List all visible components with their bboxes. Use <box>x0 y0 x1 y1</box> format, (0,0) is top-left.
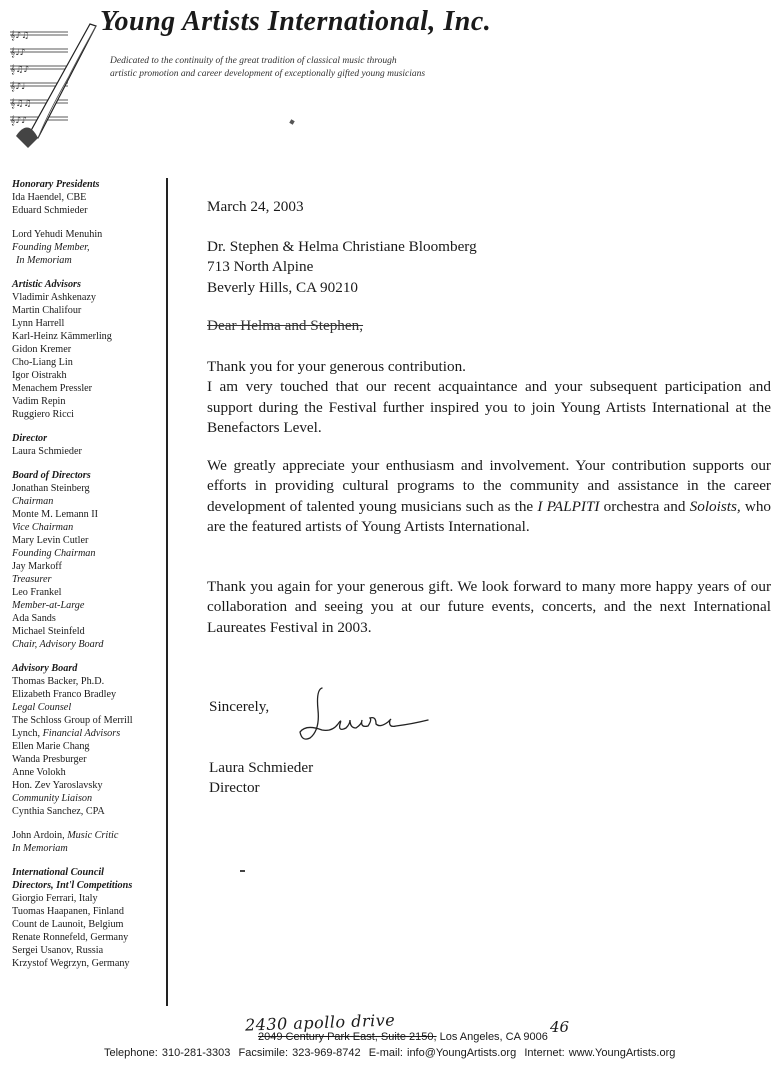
tagline-line-2: artistic promotion and career development of exceptionally gifted young musicians <box>110 68 426 79</box>
footer-address <box>258 1031 548 1043</box>
roster-heading: Director <box>12 433 48 444</box>
footer-internet: Internet: www.YoungArtists.org <box>524 1047 676 1059</box>
roster-section <box>12 228 164 267</box>
roster-line: Sergei Usanov, Russia <box>12 945 104 956</box>
paragraph-1-lead: Thank you for your generous contribution. <box>207 358 466 375</box>
roster-line: Vice Chairman <box>12 522 74 533</box>
roster-line: Chair, Advisory Board <box>12 639 104 650</box>
roster-line: Count de Launoit, Belgium <box>12 919 124 930</box>
roster-line: Member-at-Large <box>12 600 85 611</box>
roster-line: Directors, Int'l Competitions <box>12 880 133 891</box>
roster-line: Cynthia Sanchez, CPA <box>12 806 105 817</box>
roster-line: Lynn Harrell <box>12 318 65 329</box>
roster-line: Thomas Backer, Ph.D. <box>12 676 105 687</box>
roster-line: John Ardoin, Music Critic <box>12 830 119 841</box>
recipient-address <box>207 237 477 298</box>
roster-section <box>12 662 164 818</box>
roster-line: Krzystof Wegrzyn, Germany <box>12 958 130 969</box>
roster-line: Founding Chairman <box>12 548 96 559</box>
roster-line: Cho-Liang Lin <box>12 357 73 368</box>
roster-line: Mary Levin Cutler <box>12 535 89 546</box>
footer-telephone: Telephone: 310-281-3303 <box>104 1047 231 1059</box>
salutation: Dear Helma and Stephen, <box>207 317 364 334</box>
footer-city: Los Angeles, CA 9006 <box>439 1031 548 1043</box>
roster-line: Laura Schmieder <box>12 446 82 457</box>
footer-contact <box>104 1047 675 1059</box>
roster-line: Gidon Kremer <box>12 344 72 355</box>
roster-heading: Board of Directors <box>12 470 91 481</box>
roster-line: Lynch, Financial Advisors <box>12 728 121 739</box>
roster-heading: Honorary Presidents <box>12 179 100 190</box>
roster-line: Ruggiero Ricci <box>12 409 74 420</box>
svg-text:𝄞♫♫: 𝄞♫♫ <box>10 99 32 109</box>
roster-line: Karl-Heinz Kämmerling <box>12 331 112 342</box>
roster-line: Igor Oistrakh <box>12 370 67 381</box>
soloists-name: Soloists, <box>689 497 741 515</box>
roster-line: Menachem Pressler <box>12 383 93 394</box>
sidebar-divider <box>166 178 168 1006</box>
roster-heading: Advisory Board <box>12 663 78 674</box>
roster-line: Lord Yehudi Menuhin <box>12 229 103 240</box>
roster-line: Vadim Repin <box>12 396 66 407</box>
roster-line: Legal Counsel <box>12 702 72 713</box>
roster-line: The Schloss Group of Merrill <box>12 715 133 726</box>
letter-date: March 24, 2003 <box>207 198 304 215</box>
roster-line: Anne Volokh <box>12 767 66 778</box>
roster-line: Hon. Zev Yaroslavsky <box>12 780 103 791</box>
roster-line: Leo Frankel <box>12 587 62 598</box>
svg-text:𝄞♪♪: 𝄞♪♪ <box>10 116 27 126</box>
paragraph-1 <box>207 357 771 438</box>
handwritten-address: 2430 apollo drive <box>244 1010 396 1035</box>
paragraph-1-body: I am very touched that our recent acquaintance and your subsequent participation and support during the Festival further inspired you to join Young Artists International at the Benefactors Level. <box>207 378 771 436</box>
roster-line: Ada Sands <box>12 613 56 624</box>
paragraph-3: Thank you again for your generous gift. We look forward to many more happy years of our collaboration and seeing you at our future events, concerts, and the next International Laureates Festival in 2003. <box>207 578 771 636</box>
roster-heading: International Council <box>12 867 105 878</box>
roster-heading: Artistic Advisors <box>12 279 81 290</box>
roster-line: Vladimir Ashkenazy <box>12 292 97 303</box>
roster-line: Wanda Presburger <box>12 754 87 765</box>
recipient-street: 713 North Alpine <box>207 258 314 276</box>
orchestra-name: I PALPITI <box>537 497 600 515</box>
tagline-line-1: Dedicated to the continuity of the great tradition of classical music through <box>110 56 397 66</box>
roster-line: Eduard Schmieder <box>12 205 88 216</box>
roster-line: In Memoriam <box>12 843 68 854</box>
svg-text:𝄞♪♫: 𝄞♪♫ <box>10 31 30 41</box>
recipient-name: Dr. Stephen & Helma Christiane Bloomberg <box>207 238 477 255</box>
roster-line: Founding Member, <box>12 242 90 253</box>
footer-email: E-mail: info@YoungArtists.org <box>368 1047 517 1059</box>
stray-tick <box>240 870 245 872</box>
svg-text:𝄞♩♪: 𝄞♩♪ <box>10 48 26 58</box>
signer-name: Laura Schmieder <box>209 759 314 776</box>
roster-line: Giorgio Ferrari, Italy <box>12 893 98 904</box>
roster-line: Community Liaison <box>12 793 93 804</box>
roster-section <box>12 469 164 651</box>
roster-line: Elizabeth Franco Bradley <box>12 689 117 700</box>
stray-mark <box>289 119 294 124</box>
roster-line: Jay Markoff <box>12 561 62 572</box>
roster-section <box>12 432 164 458</box>
roster-line: Tuomas Haapanen, Finland <box>12 906 124 917</box>
closing: Sincerely, <box>209 698 270 715</box>
svg-text:𝄞♪♩: 𝄞♪♩ <box>10 82 26 92</box>
roster-section <box>12 829 164 855</box>
paragraph-2 <box>207 456 771 537</box>
organization-tagline <box>110 55 510 80</box>
recipient-city: Beverly Hills, CA 90210 <box>207 278 359 296</box>
roster-line: In Memoriam <box>16 255 72 266</box>
roster-line: Jonathan Steinberg <box>12 483 90 494</box>
signer-title: Director <box>209 779 260 796</box>
handwritten-signature <box>292 680 432 750</box>
organization-name: Young Artists International, Inc. <box>100 6 492 37</box>
struck-address: 2049 Century Park East, Suite 2150, <box>258 1031 437 1043</box>
paragraph-2-start: We greatly appreciate your enthusiasm and involvement. Your contribution supports our efforts in providing cultural programs to the community and assistance in the career development of talented young musicians such as the <box>207 457 771 515</box>
roster-line: Chairman <box>12 496 54 507</box>
handwritten-number: 46 <box>550 1018 570 1036</box>
roster-section <box>12 278 164 421</box>
music-score-logo <box>8 18 98 158</box>
roster-line: Renate Ronnefeld, Germany <box>12 932 129 943</box>
paragraph-2-end: who are the featured artists of Young Artists International. <box>207 497 772 535</box>
board-roster-sidebar <box>12 178 164 981</box>
footer-facsimile: Facsimile: 323-969-8742 <box>238 1047 361 1059</box>
roster-line: Ellen Marie Chang <box>12 741 90 752</box>
svg-text:𝄞♫♪: 𝄞♫♪ <box>10 65 30 75</box>
roster-section <box>12 178 164 217</box>
roster-line: Monte M. Lemann II <box>12 509 99 520</box>
roster-section <box>12 866 164 970</box>
roster-line: Ida Haendel, CBE <box>12 192 87 203</box>
paragraph-2-mid: orchestra and <box>603 497 686 515</box>
roster-line: Treasurer <box>12 574 52 585</box>
roster-line: Martin Chalifour <box>12 305 82 316</box>
roster-line: Michael Steinfeld <box>12 626 85 637</box>
